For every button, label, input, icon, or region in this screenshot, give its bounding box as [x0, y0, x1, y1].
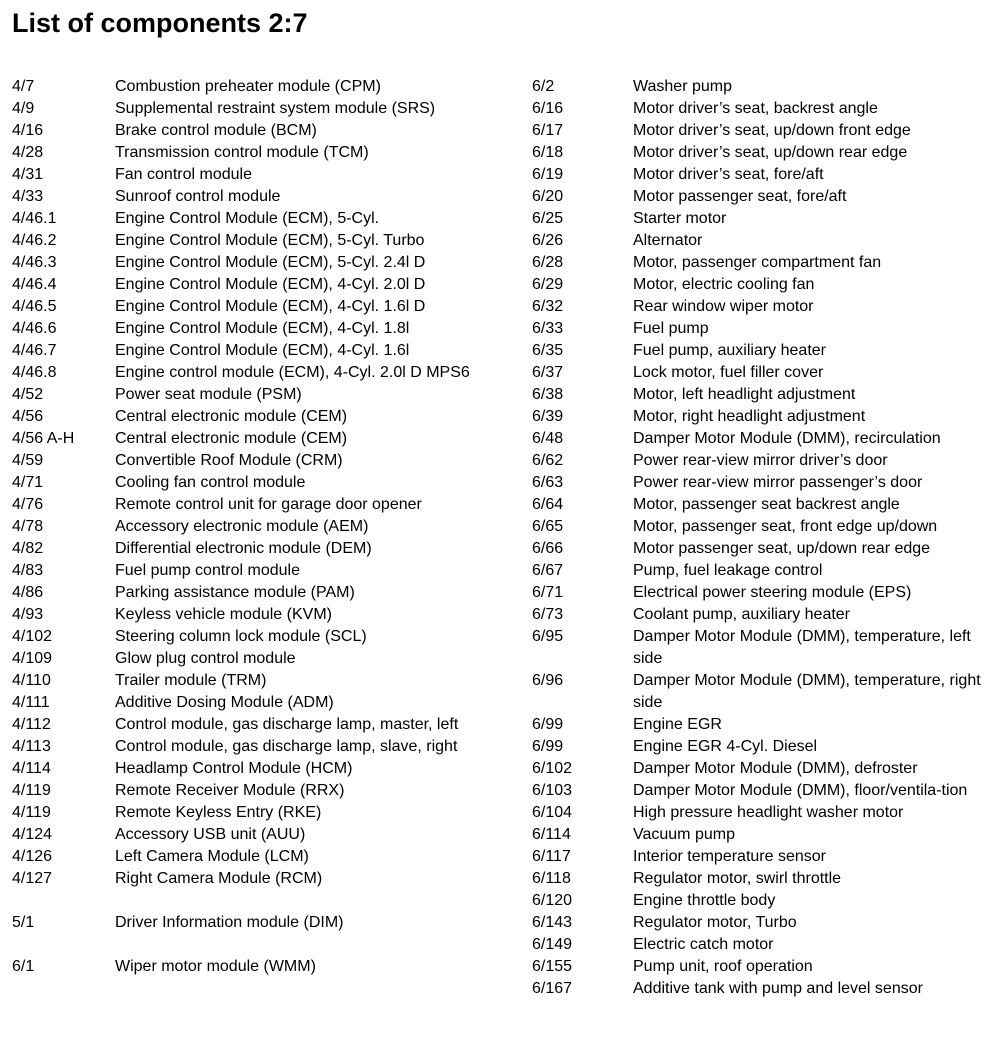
- component-code: 4/113: [12, 738, 51, 755]
- component-row: [532, 164, 1004, 186]
- component-code: 4/31: [12, 166, 44, 183]
- component-row: [532, 890, 1004, 912]
- component-code: 6/18: [532, 144, 564, 161]
- component-row: [12, 824, 492, 846]
- component-description: Engine throttle body: [633, 892, 776, 909]
- component-code: 6/25: [532, 210, 564, 227]
- component-row: [532, 714, 1004, 736]
- component-description: Damper Motor Module (DMM), floor/ventila-tion: [633, 782, 968, 799]
- component-description: Engine control module (ECM), 4-Cyl. 2.0l D MPS6: [115, 364, 470, 381]
- component-description: Motor passenger seat, fore/aft: [633, 188, 847, 205]
- component-row: [12, 76, 492, 98]
- component-row: [12, 164, 492, 186]
- component-row: [12, 406, 492, 428]
- component-description: Electric catch motor: [633, 936, 774, 953]
- component-description: High pressure headlight washer motor: [633, 804, 904, 821]
- component-row: [532, 362, 1004, 384]
- component-code: 4/124: [12, 826, 53, 843]
- component-code: 4/46.5: [12, 298, 57, 315]
- component-row: [532, 406, 1004, 428]
- component-code: 4/28: [12, 144, 44, 161]
- component-code: 5/1: [12, 914, 35, 931]
- component-code: 4/126: [12, 848, 53, 865]
- component-description: Damper Motor Module (DMM), temperature, left side: [633, 628, 971, 667]
- component-code: 6/48: [532, 430, 564, 447]
- component-row: [12, 736, 492, 758]
- component-code: 4/109: [12, 650, 53, 667]
- component-description: Additive Dosing Module (ADM): [115, 694, 334, 711]
- component-code: 4/46.1: [12, 210, 57, 227]
- component-list-right: [532, 76, 1004, 1000]
- component-description: Accessory USB unit (AUU): [115, 826, 306, 843]
- component-row: [12, 538, 492, 560]
- component-description: Trailer module (TRM): [115, 672, 267, 689]
- component-description: Keyless vehicle module (KVM): [115, 606, 332, 623]
- component-description: Motor, right headlight adjustment: [633, 408, 866, 425]
- component-description: Fuel pump, auxiliary heater: [633, 342, 826, 359]
- component-description: Control module, gas discharge lamp, slave, right: [115, 738, 458, 755]
- component-code: 6/143: [532, 914, 573, 931]
- component-code: 6/73: [532, 606, 564, 623]
- component-description: Pump, fuel leakage control: [633, 562, 823, 579]
- component-row: [532, 516, 1004, 538]
- component-description: Headlamp Control Module (HCM): [115, 760, 353, 777]
- component-description: Power rear-view mirror passenger’s door: [633, 474, 923, 491]
- component-row: [12, 340, 492, 362]
- component-row: [532, 670, 1004, 714]
- component-row: [532, 538, 1004, 560]
- component-code: 6/63: [532, 474, 564, 491]
- component-code: 6/37: [532, 364, 564, 381]
- component-row: [532, 274, 1004, 296]
- component-code: 4/119: [12, 804, 51, 821]
- component-description: Motor, electric cooling fan: [633, 276, 815, 293]
- component-description: Accessory electronic module (AEM): [115, 518, 369, 535]
- component-description: Lock motor, fuel filler cover: [633, 364, 824, 381]
- component-row: [12, 648, 492, 670]
- component-code: 6/32: [532, 298, 564, 315]
- component-row: [12, 956, 492, 978]
- component-row: [12, 120, 492, 142]
- component-description: Power rear-view mirror driver’s door: [633, 452, 888, 469]
- component-description: Regulator motor, Turbo: [633, 914, 797, 931]
- component-code: 4/83: [12, 562, 44, 579]
- component-row: [532, 736, 1004, 758]
- component-code: 4/46.2: [12, 232, 57, 249]
- component-row: [532, 340, 1004, 362]
- component-row: [12, 802, 492, 824]
- component-description: Engine Control Module (ECM), 5-Cyl.: [115, 210, 380, 227]
- component-code: 4/111: [12, 694, 50, 711]
- component-description: Damper Motor Module (DMM), temperature, right side: [633, 672, 981, 711]
- component-row: [532, 142, 1004, 164]
- page-title: List of components 2:7: [12, 8, 308, 38]
- component-description: Remote Receiver Module (RRX): [115, 782, 345, 799]
- component-code: 6/114: [532, 826, 571, 843]
- component-description: Vacuum pump: [633, 826, 735, 843]
- component-code: 6/19: [532, 166, 564, 183]
- component-code: 6/66: [532, 540, 564, 557]
- component-description: Left Camera Module (LCM): [115, 848, 309, 865]
- component-description: Engine Control Module (ECM), 5-Cyl. Turbo: [115, 232, 425, 249]
- component-description: Coolant pump, auxiliary heater: [633, 606, 851, 623]
- component-code: 4/46.7: [12, 342, 57, 359]
- component-code: 6/99: [532, 738, 564, 755]
- component-code: 4/86: [12, 584, 44, 601]
- component-code: 4/46.8: [12, 364, 57, 381]
- component-code: 4/82: [12, 540, 44, 557]
- component-row: [12, 318, 492, 340]
- component-row: [532, 758, 1004, 780]
- component-row: [532, 76, 1004, 98]
- component-row: [12, 846, 492, 868]
- component-row: [12, 560, 492, 582]
- component-list-left: [12, 76, 492, 978]
- component-description: Alternator: [633, 232, 703, 249]
- component-description: Motor passenger seat, up/down rear edge: [633, 540, 931, 557]
- component-code: 4/93: [12, 606, 44, 623]
- component-row: [532, 582, 1004, 604]
- component-row: [532, 560, 1004, 582]
- component-row: [12, 714, 492, 736]
- component-code: 4/119: [12, 782, 51, 799]
- component-description: Supplemental restraint system module (SRS): [115, 100, 436, 117]
- component-description: Fan control module: [115, 166, 252, 183]
- component-code: 6/29: [532, 276, 564, 293]
- component-code: 6/2: [532, 78, 555, 95]
- component-row: [532, 626, 1004, 670]
- component-description: Engine Control Module (ECM), 4-Cyl. 1.6l D: [115, 298, 426, 315]
- component-description: Wiper motor module (WMM): [115, 958, 316, 975]
- component-description: Rear window wiper motor: [633, 298, 814, 315]
- component-description: Motor driver’s seat, up/down front edge: [633, 122, 911, 139]
- component-row: [532, 318, 1004, 340]
- component-description: Sunroof control module: [115, 188, 281, 205]
- component-code: 6/35: [532, 342, 564, 359]
- component-code: 4/52: [12, 386, 44, 403]
- component-row: [532, 780, 1004, 802]
- component-code: 6/104: [532, 804, 573, 821]
- component-description: Fuel pump control module: [115, 562, 300, 579]
- component-row: [12, 98, 492, 120]
- component-description: Remote Keyless Entry (RKE): [115, 804, 322, 821]
- component-description: Motor driver’s seat, up/down rear edge: [633, 144, 908, 161]
- component-row: [12, 362, 492, 384]
- component-row: [12, 604, 492, 626]
- component-code: 6/117: [532, 848, 571, 865]
- component-code: 6/26: [532, 232, 564, 249]
- component-description: Engine Control Module (ECM), 4-Cyl. 1.6l: [115, 342, 410, 359]
- component-description: Motor, left headlight adjustment: [633, 386, 856, 403]
- component-description: Interior temperature sensor: [633, 848, 826, 865]
- component-row: [12, 758, 492, 780]
- component-description: Brake control module (BCM): [115, 122, 317, 139]
- component-code: 4/112: [12, 716, 51, 733]
- component-code: 4/46.4: [12, 276, 57, 293]
- component-description: Motor, passenger seat backrest angle: [633, 496, 900, 513]
- component-code: 6/103: [532, 782, 573, 799]
- component-description: Washer pump: [633, 78, 732, 95]
- component-row: [12, 208, 492, 230]
- component-code: 4/56 A-H: [12, 430, 75, 447]
- component-row: [12, 186, 492, 208]
- component-row: [532, 252, 1004, 274]
- component-row: [532, 494, 1004, 516]
- component-description: Motor driver’s seat, fore/aft: [633, 166, 824, 183]
- component-code: 6/67: [532, 562, 564, 579]
- component-code: 6/62: [532, 452, 564, 469]
- component-code: 4/102: [12, 628, 53, 645]
- component-description: Parking assistance module (PAM): [115, 584, 355, 601]
- component-description: Combustion preheater module (CPM): [115, 78, 381, 95]
- component-row: [532, 450, 1004, 472]
- component-code: 4/59: [12, 452, 44, 469]
- component-row: [532, 956, 1004, 978]
- component-code: 6/28: [532, 254, 564, 271]
- component-description: Glow plug control module: [115, 650, 296, 667]
- component-code: 4/7: [12, 78, 35, 95]
- component-row: [532, 186, 1004, 208]
- component-row: [12, 428, 492, 450]
- component-row: [532, 230, 1004, 252]
- component-description: Driver Information module (DIM): [115, 914, 344, 931]
- component-row: [532, 120, 1004, 142]
- component-row: [12, 252, 492, 274]
- component-description: Damper Motor Module (DMM), recirculation: [633, 430, 941, 447]
- component-row: [532, 802, 1004, 824]
- component-description: Pump unit, roof operation: [633, 958, 813, 975]
- component-description: Regulator motor, swirl throttle: [633, 870, 842, 887]
- component-code: 6/149: [532, 936, 573, 953]
- component-code: 6/96: [532, 672, 564, 689]
- component-description: Motor, passenger seat, front edge up/down: [633, 518, 938, 535]
- component-code: 6/155: [532, 958, 573, 975]
- component-description: Engine Control Module (ECM), 5-Cyl. 2.4l D: [115, 254, 426, 271]
- component-row: [12, 384, 492, 406]
- component-description: Engine Control Module (ECM), 4-Cyl. 2.0l D: [115, 276, 426, 293]
- component-row: [12, 230, 492, 252]
- component-row: [12, 296, 492, 318]
- component-code: 4/56: [12, 408, 44, 425]
- component-description: Engine EGR: [633, 716, 722, 733]
- component-description: Additive tank with pump and level sensor: [633, 980, 923, 997]
- component-row: [532, 472, 1004, 494]
- component-code: 4/76: [12, 496, 44, 513]
- component-code: 6/120: [532, 892, 573, 909]
- component-code: 4/33: [12, 188, 44, 205]
- component-row: [532, 978, 1004, 1000]
- component-code: 6/16: [532, 100, 564, 117]
- component-description: Transmission control module (TCM): [115, 144, 369, 161]
- component-row: [12, 494, 492, 516]
- component-row: [532, 846, 1004, 868]
- component-code: 6/38: [532, 386, 564, 403]
- component-code: 4/46.6: [12, 320, 57, 337]
- component-description: Power seat module (PSM): [115, 386, 302, 403]
- component-description: Engine EGR 4-Cyl. Diesel: [633, 738, 818, 755]
- component-row: [532, 604, 1004, 626]
- component-row: [532, 912, 1004, 934]
- component-code: 4/114: [12, 760, 51, 777]
- component-row: [12, 472, 492, 494]
- component-row: [12, 274, 492, 296]
- component-row: [532, 208, 1004, 230]
- component-row: [12, 582, 492, 604]
- component-row: [12, 868, 492, 890]
- component-code: 6/118: [532, 870, 571, 887]
- component-description: Starter motor: [633, 210, 727, 227]
- component-row: [12, 780, 492, 802]
- component-code: 6/1: [12, 958, 35, 975]
- component-description: Motor, passenger compartment fan: [633, 254, 882, 271]
- component-code: 6/102: [532, 760, 573, 777]
- component-description: Central electronic module (CEM): [115, 408, 348, 425]
- component-description: Steering column lock module (SCL): [115, 628, 367, 645]
- component-code: 4/127: [12, 870, 53, 887]
- component-row: [12, 670, 492, 692]
- component-code: 4/46.3: [12, 254, 57, 271]
- component-code: 6/17: [532, 122, 564, 139]
- component-code: 6/167: [532, 980, 573, 997]
- component-description: Central electronic module (CEM): [115, 430, 348, 447]
- component-description: Cooling fan control module: [115, 474, 306, 491]
- component-row: [532, 868, 1004, 890]
- component-row: [532, 824, 1004, 846]
- component-description: Motor driver’s seat, backrest angle: [633, 100, 878, 117]
- component-code: 6/65: [532, 518, 564, 535]
- component-description: Electrical power steering module (EPS): [633, 584, 912, 601]
- component-description: Convertible Roof Module (CRM): [115, 452, 343, 469]
- component-code: 4/71: [12, 474, 44, 491]
- component-code: 6/95: [532, 628, 564, 645]
- component-row: [12, 450, 492, 472]
- component-description: Fuel pump: [633, 320, 709, 337]
- component-description: Right Camera Module (RCM): [115, 870, 323, 887]
- component-row: [532, 296, 1004, 318]
- component-description: Damper Motor Module (DMM), defroster: [633, 760, 918, 777]
- component-row: [532, 98, 1004, 120]
- component-code: 6/20: [532, 188, 564, 205]
- component-row: [532, 384, 1004, 406]
- component-row: [12, 692, 492, 714]
- component-code: 6/99: [532, 716, 564, 733]
- component-row: [12, 142, 492, 164]
- component-row: [12, 626, 492, 648]
- component-code: 6/71: [532, 584, 564, 601]
- component-row: [532, 428, 1004, 450]
- component-code: 4/78: [12, 518, 44, 535]
- component-row: [532, 934, 1004, 956]
- component-code: 4/16: [12, 122, 44, 139]
- component-description: Remote control unit for garage door opener: [115, 496, 422, 513]
- component-code: 4/110: [12, 672, 51, 689]
- component-code: 6/39: [532, 408, 564, 425]
- component-description: Differential electronic module (DEM): [115, 540, 372, 557]
- component-code: 6/33: [532, 320, 564, 337]
- component-code: 6/64: [532, 496, 564, 513]
- component-row: [12, 912, 492, 934]
- component-code: 4/9: [12, 100, 35, 117]
- component-row: [12, 516, 492, 538]
- component-description: Control module, gas discharge lamp, master, left: [115, 716, 459, 733]
- component-description: Engine Control Module (ECM), 4-Cyl. 1.8l: [115, 320, 410, 337]
